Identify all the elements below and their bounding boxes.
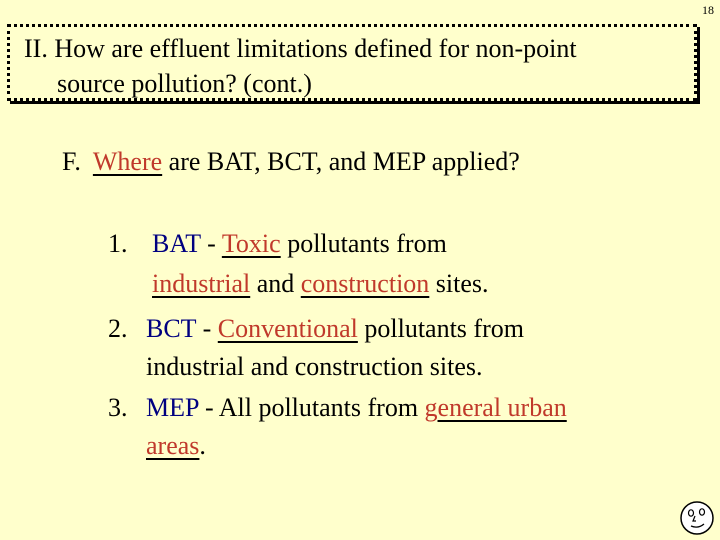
- item-sep: -: [200, 229, 222, 258]
- item-number: 3.: [108, 393, 128, 422]
- item-text: .: [199, 431, 206, 460]
- item-highlight: areas: [146, 431, 200, 460]
- item-sep: -: [196, 314, 218, 343]
- item-text: - All pollutants from: [198, 393, 425, 422]
- item-highlight: construction: [300, 269, 430, 298]
- item-term: MEP: [146, 393, 199, 422]
- section-label: F.: [62, 147, 81, 176]
- item-term: BCT: [146, 314, 197, 343]
- section-highlight: Where: [92, 147, 163, 176]
- item-number: 1.: [108, 229, 128, 258]
- list-item: [108, 392, 688, 462]
- item-text: and: [250, 269, 301, 298]
- item-highlight: general urban: [424, 393, 567, 422]
- item-highlight: Conventional: [217, 314, 358, 343]
- item-text: industrial and construction sites.: [146, 352, 483, 381]
- title-line-2: source pollution? (cont.): [57, 69, 312, 98]
- item-text: pollutants from: [280, 229, 447, 258]
- list-item: [108, 313, 668, 383]
- title-box: [7, 24, 697, 101]
- section-f: [62, 146, 520, 178]
- item-highlight: Toxic: [221, 229, 281, 258]
- smiley-face-icon: [679, 500, 715, 536]
- title-line-1: II. How are effluent limitations defined for non-point: [24, 34, 577, 63]
- item-number: 2.: [108, 314, 128, 343]
- slide-number: 18: [702, 3, 714, 17]
- list-item: [108, 228, 668, 298]
- item-highlight: industrial: [152, 269, 251, 298]
- item-text: pollutants from: [357, 314, 524, 343]
- item-term: BAT: [152, 229, 201, 258]
- item-text: sites.: [429, 269, 489, 298]
- section-text: are BAT, BCT, and MEP applied?: [162, 147, 520, 176]
